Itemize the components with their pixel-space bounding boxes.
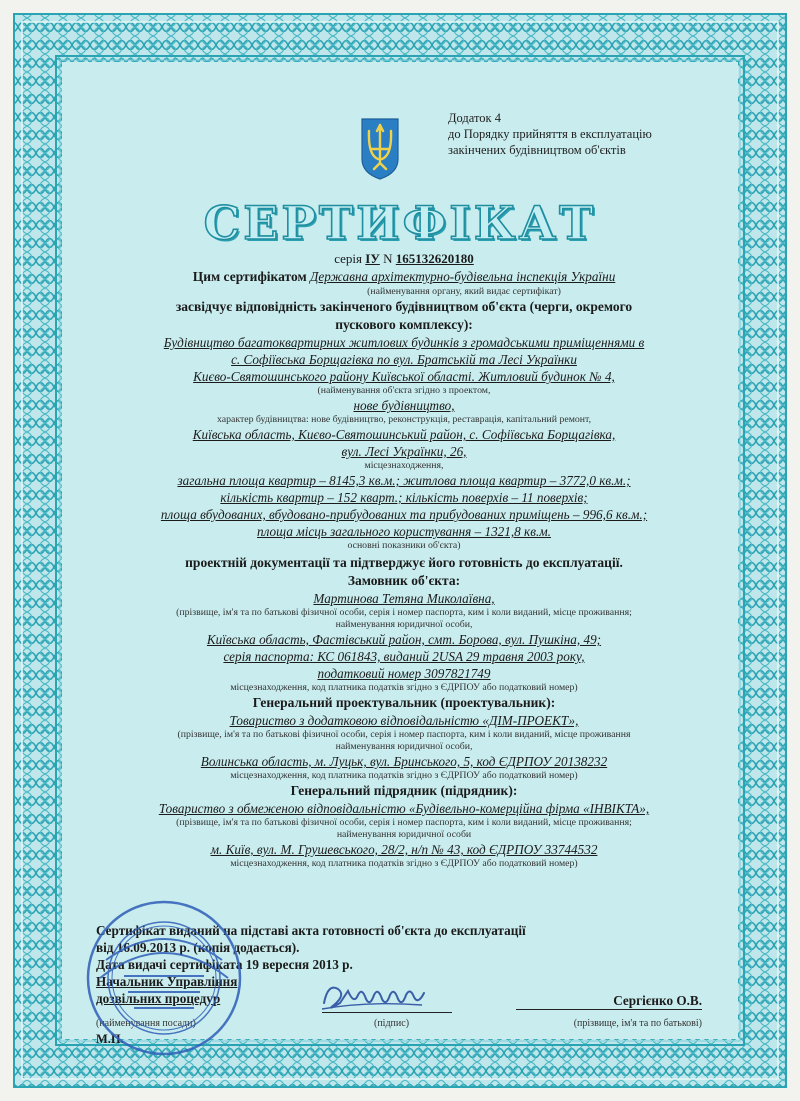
customer-caption-3: місцезнаходження, код платника податків згідно з ЄДРПОУ або податковий номер) <box>230 682 578 693</box>
construction-type: нове будівництво, <box>353 398 455 413</box>
issuer-prefix: Цим сертифікатом <box>192 269 307 284</box>
readiness-statement: проектній документації та підтверджує його готовність до експлуатації. <box>185 555 623 570</box>
certifies-line-2: пускового комплексу): <box>335 317 473 332</box>
issuer-caption: (найменування органу, який видає сертифікат) <box>367 286 561 297</box>
certificate-title: СЕРТИФІКАТ <box>203 196 597 250</box>
footer-act-date: від 16.09.2013 р. (копія додається). <box>96 940 300 955</box>
certifies-line-1: засвідчує відповідність закінченого будівництвом об'єкта (черги, окремого <box>175 299 633 314</box>
signature-mark <box>318 975 428 1017</box>
indicators-line-3: площа вбудованих, вбудовано-прибудованих та прибудованих приміщень – 996,6 кв.м.; <box>160 507 648 522</box>
contractor-caption-2: найменування юридичної особи <box>336 829 472 840</box>
position-caption: (найменування посади) <box>96 1018 196 1029</box>
designer-caption-1: (прізвище, ім'я та по батькові фізичної особи, серія і номер паспорта, ким і коли виданий, місце проживання <box>177 729 631 740</box>
trident-emblem-icon <box>360 117 400 181</box>
signer-name: Сергієнко О.В. <box>516 993 702 1010</box>
contractor-address: м. Київ, вул. М. Грушевського, 28/2, н/п № 43, код ЄДРПОУ 33744532 <box>210 842 598 857</box>
designer-name: Товариство з додатковою відповідальністю «ДІМ-ПРОЕКТ», <box>229 713 579 728</box>
customer-address: Київська область, Фастівський район, смт. Борова, вул. Пушкіна, 49; <box>206 632 602 647</box>
serie-value: ІУ <box>365 251 380 266</box>
object-line-2: с. Софіївська Борщагівка по вул. Братській та Лесі Українки <box>231 352 577 367</box>
issuer-name: Державна архітектурно-будівельна інспекція України <box>310 269 616 284</box>
signer-position-line-2: дозвільних процедур <box>96 991 221 1006</box>
customer-name: Мартинова Тетяна Миколаївна, <box>313 591 495 606</box>
designer-heading: Генеральний проектувальник (проектувальник): <box>252 695 556 710</box>
footer-basis: Сертифікат виданий на підставі акта готовності об'єкта до експлуатації <box>96 923 526 938</box>
designer-caption-3: місцезнаходження, код платника податків згідно з ЄДРПОУ або податковий номер) <box>230 770 578 781</box>
certificate-body <box>96 250 712 870</box>
indicators-line-1: загальна площа квартир – 8145,3 кв.м.; житлова площа квартир – 3772,0 кв.м.; <box>177 473 631 488</box>
indicators-caption: основні показники об'єкта) <box>347 540 461 551</box>
contractor-heading: Генеральний підрядник (підрядник): <box>290 783 518 798</box>
serie-label: серія <box>334 251 363 266</box>
customer-caption-2: найменування юридичної особи, <box>335 619 473 630</box>
certificate-number: 165132620180 <box>395 251 474 266</box>
issuer-row <box>96 268 712 286</box>
signature-caption: (підпис) <box>374 1018 410 1029</box>
object-caption: (найменування об'єкта згідно з проектом, <box>317 385 491 396</box>
seal-place: М.П. <box>96 1032 124 1046</box>
customer-tax-number: податковий номер 3097821749 <box>317 666 491 681</box>
designer-address: Волинська область, м. Луцьк, вул. Бринського, 5, код ЄДРПОУ 20138232 <box>200 754 608 769</box>
location-line-2: вул. Лесі Українки, 26, <box>341 444 467 459</box>
number-label: N <box>383 251 393 266</box>
object-line-1: Будівництво багатоквартирних житлових будинків з громадськими приміщеннями в <box>163 335 645 350</box>
contractor-name: Товариство з обмеженою відповідальністю «Будівельно-комерційна фірма «ІНВІКТА», <box>158 801 650 816</box>
official-stamp <box>84 898 244 1058</box>
location-caption: місцезнаходження, <box>364 460 444 471</box>
location-line-1: Київська область, Києво-Святошинський район, с. Софіївська Борщагівка, <box>192 427 616 442</box>
contractor-caption-3: місцезнаходження, код платника податків згідно з ЄДРПОУ або податковий номер) <box>230 858 578 869</box>
construction-caption: характер будівництва: нове будівництво, реконструкція, реставрація, капітальний ремонт, <box>216 414 592 425</box>
indicators-line-2: кількість квартир – 152 кварт.; кількість поверхів – 11 поверхів; <box>220 490 588 505</box>
designer-caption-2: найменування юридичної особи, <box>335 741 473 752</box>
customer-passport: серія паспорта: КС 061843, виданий 2USA 29 травня 2003 року, <box>223 649 585 664</box>
footer-issue-date: Дата видачі сертифіката 19 вересня 2013 р. <box>96 957 353 972</box>
appendix-line-3: закінчених будівництвом об'єктів <box>448 143 626 157</box>
appendix-note <box>448 110 708 158</box>
object-line-3: Києво-Святошинського району Київської області. Житловий будинок № 4, <box>193 369 615 384</box>
customer-caption-1: (прізвище, ім'я та по батькові фізичної особи, серія і номер паспорта, ким і коли виданий, місце проживання; <box>176 607 632 618</box>
customer-heading: Замовник об'єкта: <box>347 573 461 588</box>
contractor-caption-1: (прізвище, ім'я та по батькові фізичної особи, серія і номер паспорта, ким і коли виданий, місце проживання; <box>176 817 632 828</box>
name-caption: (прізвище, ім'я та по батькові) <box>573 1018 702 1029</box>
appendix-line-1: Додаток 4 <box>448 111 501 125</box>
signer-position-line-1: Начальник Управління <box>96 974 238 989</box>
serie-row <box>96 250 712 268</box>
appendix-line-2: до Порядку прийняття в експлуатацію <box>448 127 652 141</box>
indicators-line-4: площа місць загального користування – 1321,8 кв.м. <box>257 524 551 539</box>
